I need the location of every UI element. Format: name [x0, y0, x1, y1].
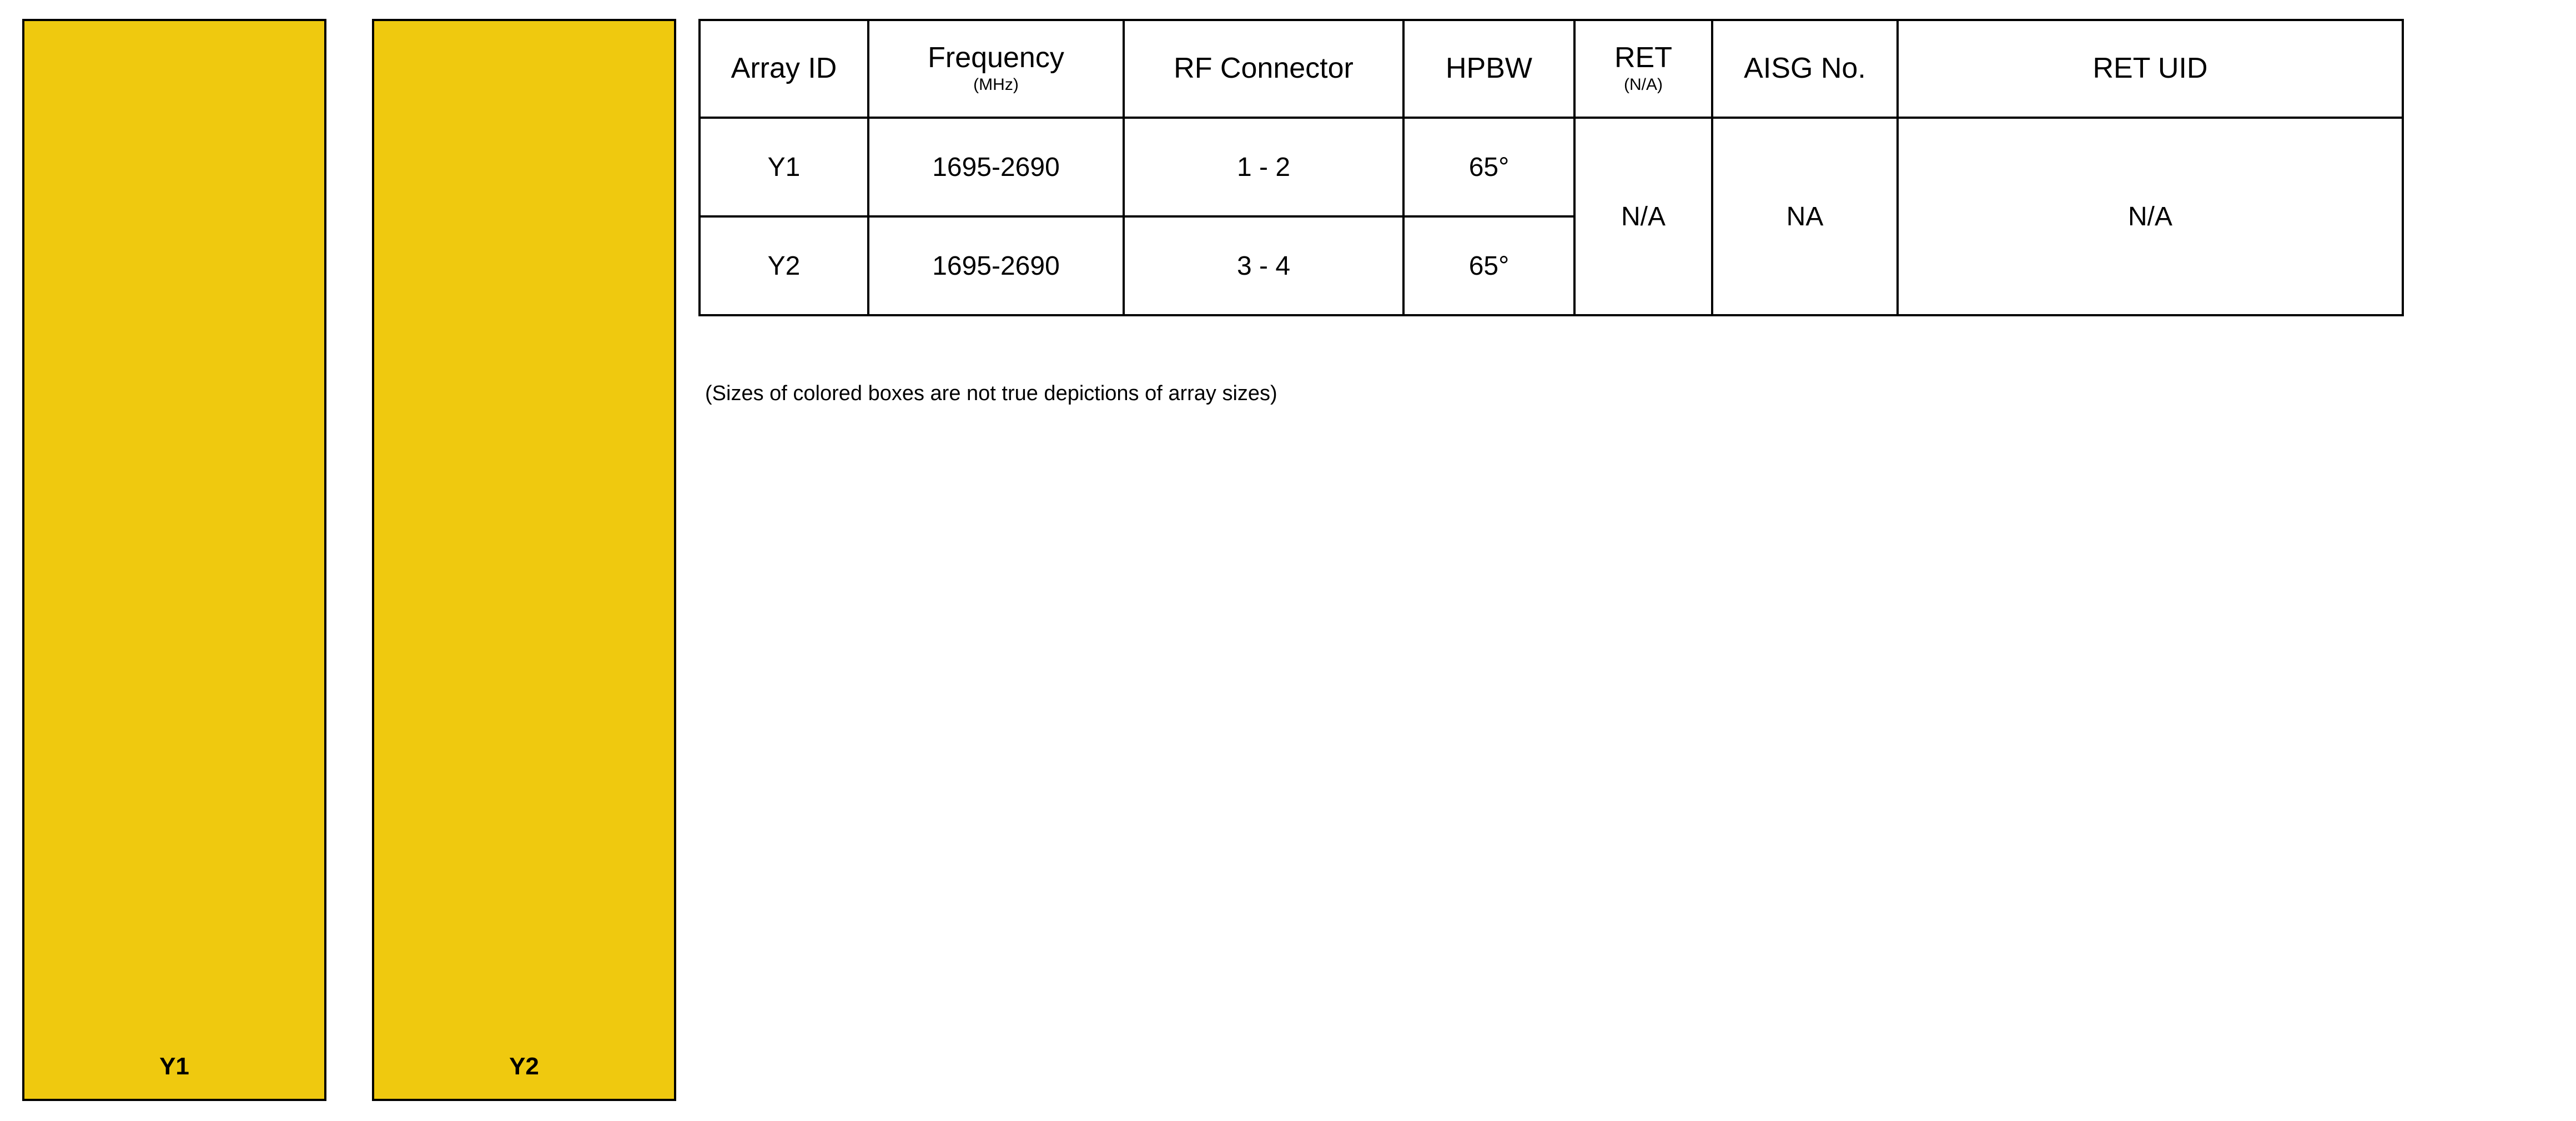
cell-frequency: 1695-2690: [868, 216, 1124, 315]
cell-rf-connector: 3 - 4: [1124, 216, 1403, 315]
array-spec-table-container: [698, 19, 2404, 316]
array-box-y1: [22, 19, 326, 1101]
table-body: [700, 118, 2403, 315]
cell-hpbw: 65°: [1403, 216, 1574, 315]
cell-array-id: Y2: [700, 216, 868, 315]
cell-rf-connector: 1 - 2: [1124, 118, 1403, 216]
cell-ret-uid: N/A: [1898, 118, 2403, 315]
column-header-ret-main: RET: [1614, 42, 1672, 74]
table-row: [700, 118, 2403, 216]
diagram-note: (Sizes of colored boxes are not true depictions of array sizes): [705, 382, 1277, 405]
table-header: [700, 20, 2403, 118]
column-header-frequency: [868, 20, 1124, 118]
array-box-label: Y1: [159, 1053, 189, 1080]
column-header-ret: [1574, 20, 1712, 118]
cell-aisg-no: NA: [1712, 118, 1898, 315]
array-spec-table: [698, 19, 2404, 316]
column-header-aisg-no: AISG No.: [1712, 20, 1898, 118]
table-header-row: [700, 20, 2403, 118]
column-header-rf-connector: RF Connector: [1124, 20, 1403, 118]
array-box-y2: [372, 19, 676, 1101]
cell-ret: N/A: [1574, 118, 1712, 315]
cell-array-id: Y1: [700, 118, 868, 216]
cell-frequency: 1695-2690: [868, 118, 1124, 216]
column-header-hpbw: HPBW: [1403, 20, 1574, 118]
array-box-label: Y2: [509, 1053, 539, 1080]
column-header-ret-uid: RET UID: [1898, 20, 2403, 118]
cell-hpbw: 65°: [1403, 118, 1574, 216]
column-header-frequency-unit: (MHz): [973, 75, 1019, 94]
column-header-frequency-main: Frequency: [928, 42, 1064, 74]
column-header-ret-sub: (N/A): [1624, 75, 1663, 94]
column-header-array-id: Array ID: [700, 20, 868, 118]
